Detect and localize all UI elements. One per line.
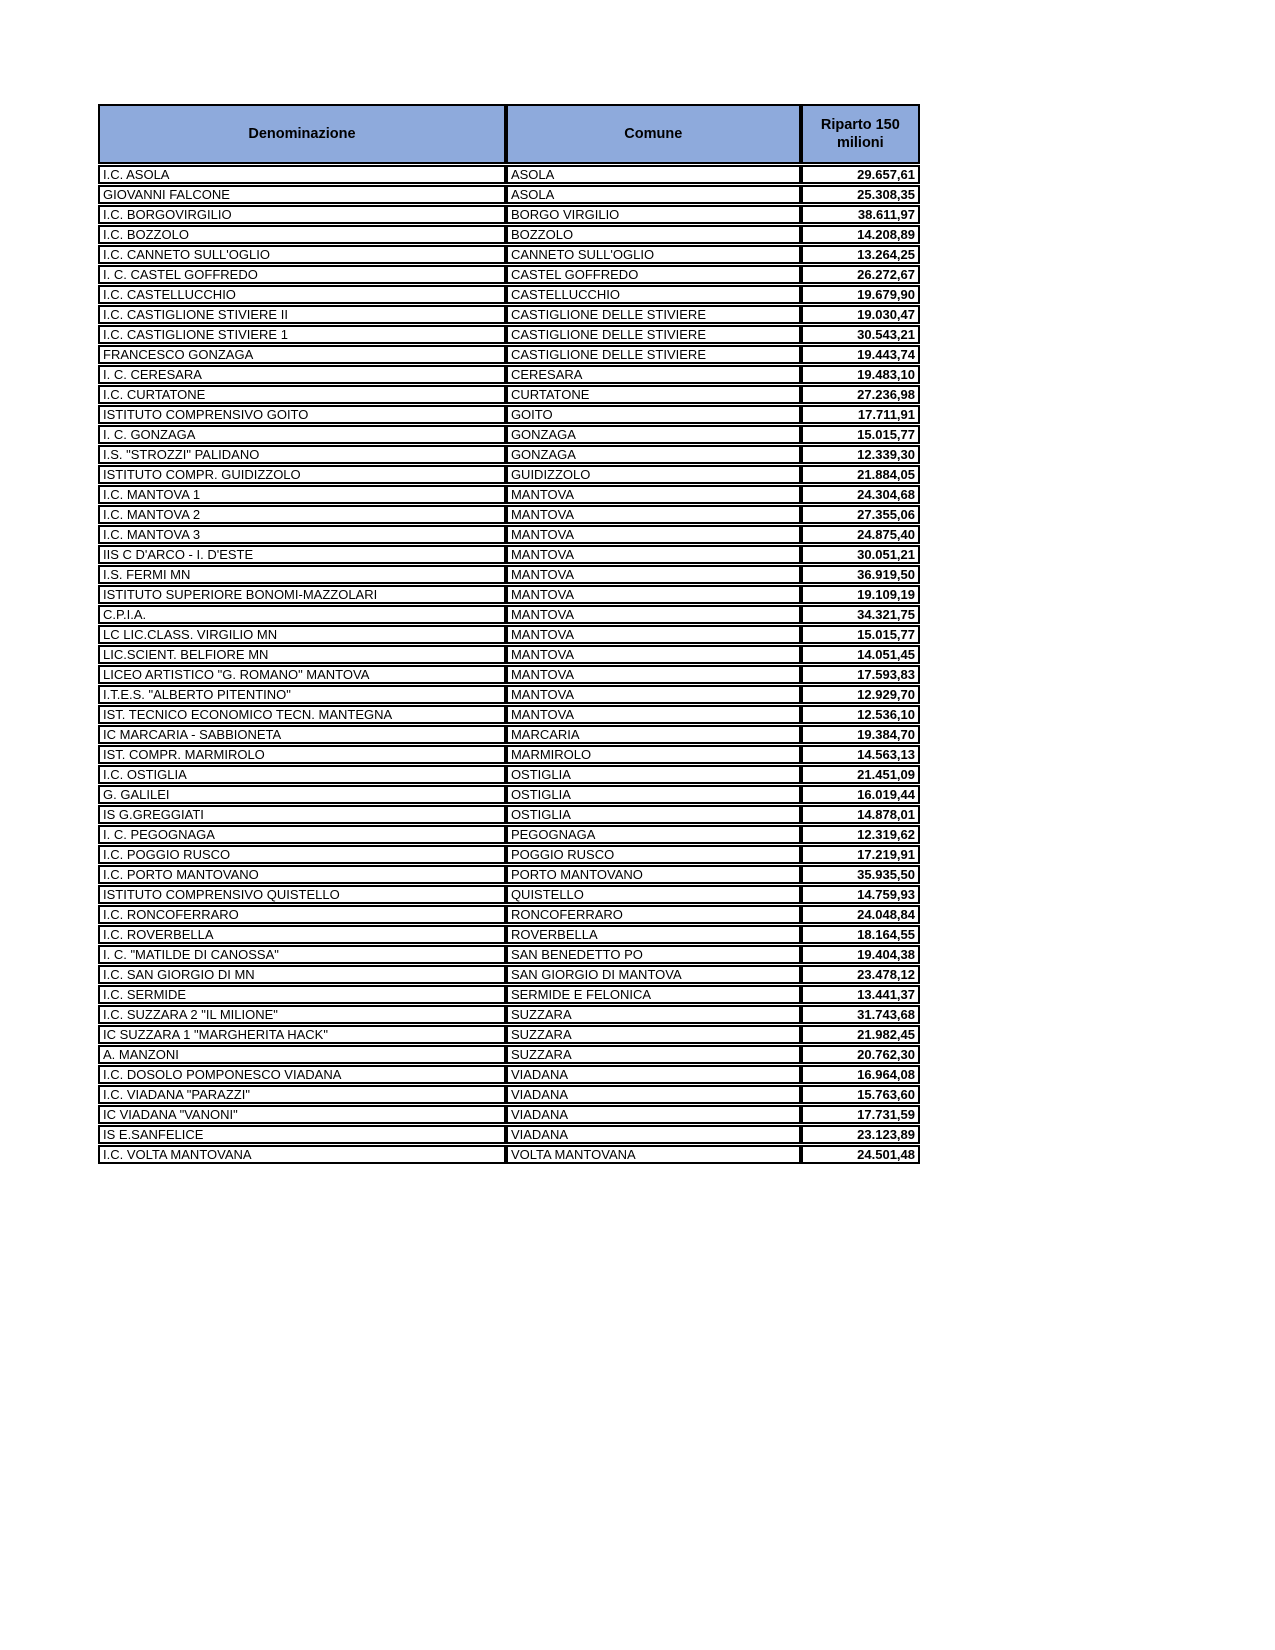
riparto-cell: 13.264,25 <box>801 245 920 264</box>
comune-cell: SERMIDE E FELONICA <box>506 985 801 1004</box>
denominazione-cell: LIC.SCIENT. BELFIORE MN <box>98 645 506 664</box>
table-row <box>98 445 920 464</box>
riparto-cell: 14.563,13 <box>801 745 920 764</box>
riparto-cell: 25.308,35 <box>801 185 920 204</box>
comune-cell: ASOLA <box>506 185 801 204</box>
comune-cell: SAN GIORGIO DI MANTOVA <box>506 965 801 984</box>
table-row <box>98 165 920 184</box>
riparto-cell: 19.679,90 <box>801 285 920 304</box>
riparto-cell: 18.164,55 <box>801 925 920 944</box>
riparto-cell: 14.878,01 <box>801 805 920 824</box>
table-row <box>98 1105 920 1124</box>
table-row <box>98 325 920 344</box>
table-row <box>98 385 920 404</box>
table-row <box>98 865 920 884</box>
riparto-cell: 13.441,37 <box>801 985 920 1004</box>
comune-cell: ASOLA <box>506 165 801 184</box>
comune-cell: CASTIGLIONE DELLE STIVIERE <box>506 325 801 344</box>
denominazione-cell: I.C. POGGIO RUSCO <box>98 845 506 864</box>
comune-cell: MANTOVA <box>506 645 801 664</box>
denominazione-cell: I.S. "STROZZI" PALIDANO <box>98 445 506 464</box>
denominazione-cell: IST. COMPR. MARMIROLO <box>98 745 506 764</box>
table-row <box>98 965 920 984</box>
riparto-cell: 14.208,89 <box>801 225 920 244</box>
table-row <box>98 705 920 724</box>
comune-cell: GUIDIZZOLO <box>506 465 801 484</box>
denominazione-cell: IIS C D'ARCO - I. D'ESTE <box>98 545 506 564</box>
comune-cell: OSTIGLIA <box>506 765 801 784</box>
header-denominazione: Denominazione <box>98 104 506 164</box>
table-row <box>98 185 920 204</box>
denominazione-cell: IC VIADANA "VANONI" <box>98 1105 506 1124</box>
riparto-cell: 14.759,93 <box>801 885 920 904</box>
denominazione-cell: I.C. SERMIDE <box>98 985 506 1004</box>
riparto-cell: 17.593,83 <box>801 665 920 684</box>
comune-cell: CANNETO SULL'OGLIO <box>506 245 801 264</box>
comune-cell: SAN BENEDETTO PO <box>506 945 801 964</box>
denominazione-cell: IC MARCARIA - SABBIONETA <box>98 725 506 744</box>
riparto-cell: 34.321,75 <box>801 605 920 624</box>
table-row <box>98 545 920 564</box>
comune-cell: POGGIO RUSCO <box>506 845 801 864</box>
denominazione-cell: I.C. MANTOVA 1 <box>98 485 506 504</box>
comune-cell: ROVERBELLA <box>506 925 801 944</box>
table-row <box>98 305 920 324</box>
table-row <box>98 665 920 684</box>
denominazione-cell: I.C. SUZZARA 2 "IL MILIONE" <box>98 1005 506 1024</box>
comune-cell: MARCARIA <box>506 725 801 744</box>
comune-cell: MANTOVA <box>506 585 801 604</box>
comune-cell: VIADANA <box>506 1085 801 1104</box>
riparto-cell: 19.384,70 <box>801 725 920 744</box>
denominazione-cell: ISTITUTO COMPRENSIVO QUISTELLO <box>98 885 506 904</box>
table-row <box>98 465 920 484</box>
comune-cell: SUZZARA <box>506 1005 801 1024</box>
comune-cell: MANTOVA <box>506 505 801 524</box>
riparto-cell: 27.236,98 <box>801 385 920 404</box>
table-row <box>98 405 920 424</box>
table-row <box>98 805 920 824</box>
riparto-cell: 21.451,09 <box>801 765 920 784</box>
denominazione-cell: I.C. DOSOLO POMPONESCO VIADANA <box>98 1065 506 1084</box>
denominazione-cell: I.C. BOZZOLO <box>98 225 506 244</box>
denominazione-cell: I.C. ROVERBELLA <box>98 925 506 944</box>
denominazione-cell: I.C. PORTO MANTOVANO <box>98 865 506 884</box>
comune-cell: CASTEL GOFFREDO <box>506 265 801 284</box>
comune-cell: BORGO VIRGILIO <box>506 205 801 224</box>
riparto-cell: 23.478,12 <box>801 965 920 984</box>
table-row <box>98 905 920 924</box>
comune-cell: PEGOGNAGA <box>506 825 801 844</box>
denominazione-cell: LICEO ARTISTICO "G. ROMANO" MANTOVA <box>98 665 506 684</box>
riparto-cell: 20.762,30 <box>801 1045 920 1064</box>
comune-cell: VIADANA <box>506 1065 801 1084</box>
denominazione-cell: I. C. GONZAGA <box>98 425 506 444</box>
denominazione-cell: I. C. "MATILDE DI CANOSSA" <box>98 945 506 964</box>
table-row <box>98 785 920 804</box>
denominazione-cell: I.C. RONCOFERRARO <box>98 905 506 924</box>
table-header <box>98 104 920 164</box>
riparto-cell: 24.875,40 <box>801 525 920 544</box>
riparto-cell: 21.982,45 <box>801 1025 920 1044</box>
denominazione-cell: I.C. OSTIGLIA <box>98 765 506 784</box>
riparto-cell: 17.731,59 <box>801 1105 920 1124</box>
comune-cell: MARMIROLO <box>506 745 801 764</box>
denominazione-cell: FRANCESCO GONZAGA <box>98 345 506 364</box>
riparto-cell: 29.657,61 <box>801 165 920 184</box>
comune-cell: CASTIGLIONE DELLE STIVIERE <box>506 305 801 324</box>
denominazione-cell: IST. TECNICO ECONOMICO TECN. MANTEGNA <box>98 705 506 724</box>
comune-cell: MANTOVA <box>506 665 801 684</box>
comune-cell: VOLTA MANTOVANA <box>506 1145 801 1164</box>
table-row <box>98 585 920 604</box>
riparto-cell: 15.015,77 <box>801 625 920 644</box>
riparto-cell: 19.030,47 <box>801 305 920 324</box>
riparto-cell: 12.339,30 <box>801 445 920 464</box>
riparto-cell: 24.048,84 <box>801 905 920 924</box>
comune-cell: RONCOFERRARO <box>506 905 801 924</box>
comune-cell: MANTOVA <box>506 565 801 584</box>
denominazione-cell: ISTITUTO COMPRENSIVO GOITO <box>98 405 506 424</box>
comune-cell: SUZZARA <box>506 1025 801 1044</box>
table-row <box>98 285 920 304</box>
table-row <box>98 885 920 904</box>
table-row <box>98 605 920 624</box>
riparto-cell: 27.355,06 <box>801 505 920 524</box>
table-row <box>98 225 920 244</box>
riparto-cell: 17.711,91 <box>801 405 920 424</box>
table-row <box>98 205 920 224</box>
comune-cell: QUISTELLO <box>506 885 801 904</box>
table-row <box>98 985 920 1004</box>
table-row <box>98 1065 920 1084</box>
denominazione-cell: GIOVANNI FALCONE <box>98 185 506 204</box>
riparto-cell: 14.051,45 <box>801 645 920 664</box>
riparto-cell: 16.964,08 <box>801 1065 920 1084</box>
comune-cell: OSTIGLIA <box>506 785 801 804</box>
table-row <box>98 825 920 844</box>
denominazione-cell: I.S. FERMI MN <box>98 565 506 584</box>
comune-cell: VIADANA <box>506 1125 801 1144</box>
denominazione-cell: C.P.I.A. <box>98 605 506 624</box>
table-row <box>98 525 920 544</box>
table-row <box>98 645 920 664</box>
denominazione-cell: ISTITUTO COMPR. GUIDIZZOLO <box>98 465 506 484</box>
denominazione-cell: I.C. MANTOVA 3 <box>98 525 506 544</box>
comune-cell: MANTOVA <box>506 705 801 724</box>
riparto-cell: 17.219,91 <box>801 845 920 864</box>
denominazione-cell: IS E.SANFELICE <box>98 1125 506 1144</box>
riparto-cell: 19.483,10 <box>801 365 920 384</box>
table-row <box>98 1145 920 1164</box>
riparto-cell: 16.019,44 <box>801 785 920 804</box>
riparto-cell: 12.319,62 <box>801 825 920 844</box>
riparto-cell: 30.543,21 <box>801 325 920 344</box>
comune-cell: MANTOVA <box>506 525 801 544</box>
comune-cell: MANTOVA <box>506 625 801 644</box>
riparto-cell: 24.304,68 <box>801 485 920 504</box>
comune-cell: GONZAGA <box>506 445 801 464</box>
riparto-cell: 19.443,74 <box>801 345 920 364</box>
denominazione-cell: I.C. MANTOVA 2 <box>98 505 506 524</box>
riparto-cell: 12.929,70 <box>801 685 920 704</box>
denominazione-cell: I.C. CANNETO SULL'OGLIO <box>98 245 506 264</box>
comune-cell: OSTIGLIA <box>506 805 801 824</box>
riparto-cell: 30.051,21 <box>801 545 920 564</box>
riparto-cell: 19.109,19 <box>801 585 920 604</box>
denominazione-cell: IC SUZZARA 1 "MARGHERITA HACK" <box>98 1025 506 1044</box>
table-row <box>98 425 920 444</box>
table-row <box>98 725 920 744</box>
riparto-cell: 24.501,48 <box>801 1145 920 1164</box>
table-row <box>98 245 920 264</box>
table-row <box>98 745 920 764</box>
comune-cell: CASTELLUCCHIO <box>506 285 801 304</box>
denominazione-cell: I. C. CERESARA <box>98 365 506 384</box>
table-row <box>98 505 920 524</box>
riparto-cell: 26.272,67 <box>801 265 920 284</box>
riparto-cell: 12.536,10 <box>801 705 920 724</box>
riparto-cell: 15.015,77 <box>801 425 920 444</box>
comune-cell: MANTOVA <box>506 485 801 504</box>
comune-cell: CASTIGLIONE DELLE STIVIERE <box>506 345 801 364</box>
denominazione-cell: I. C. PEGOGNAGA <box>98 825 506 844</box>
denominazione-cell: G. GALILEI <box>98 785 506 804</box>
comune-cell: CERESARA <box>506 365 801 384</box>
table-row <box>98 365 920 384</box>
riparto-cell: 36.919,50 <box>801 565 920 584</box>
denominazione-cell: LC LIC.CLASS. VIRGILIO MN <box>98 625 506 644</box>
riparto-cell: 23.123,89 <box>801 1125 920 1144</box>
table-row <box>98 1025 920 1044</box>
riparto-cell: 21.884,05 <box>801 465 920 484</box>
denominazione-cell: I.C. CASTIGLIONE STIVIERE II <box>98 305 506 324</box>
riparto-cell: 38.611,97 <box>801 205 920 224</box>
table-row <box>98 685 920 704</box>
comune-cell: MANTOVA <box>506 545 801 564</box>
comune-cell: SUZZARA <box>506 1045 801 1064</box>
table-row <box>98 1085 920 1104</box>
table-row <box>98 1125 920 1144</box>
table-row <box>98 565 920 584</box>
riparto-cell: 31.743,68 <box>801 1005 920 1024</box>
denominazione-cell: A. MANZONI <box>98 1045 506 1064</box>
riparto-cell: 19.404,38 <box>801 945 920 964</box>
table-body <box>98 165 920 1164</box>
denominazione-cell: I.C. SAN GIORGIO DI MN <box>98 965 506 984</box>
denominazione-cell: I.C. CURTATONE <box>98 385 506 404</box>
denominazione-cell: I.T.E.S. "ALBERTO PITENTINO" <box>98 685 506 704</box>
header-comune: Comune <box>506 104 801 164</box>
comune-cell: GOITO <box>506 405 801 424</box>
denominazione-cell: IS G.GREGGIATI <box>98 805 506 824</box>
table-row <box>98 845 920 864</box>
table-row <box>98 1045 920 1064</box>
comune-cell: MANTOVA <box>506 605 801 624</box>
denominazione-cell: ISTITUTO SUPERIORE BONOMI-MAZZOLARI <box>98 585 506 604</box>
header-riparto: Riparto 150 milioni <box>801 104 920 164</box>
comune-cell: VIADANA <box>506 1105 801 1124</box>
denominazione-cell: I. C. CASTEL GOFFREDO <box>98 265 506 284</box>
table-row <box>98 485 920 504</box>
comune-cell: GONZAGA <box>506 425 801 444</box>
table-row <box>98 925 920 944</box>
comune-cell: PORTO MANTOVANO <box>506 865 801 884</box>
denominazione-cell: I.C. CASTELLUCCHIO <box>98 285 506 304</box>
table-row <box>98 1005 920 1024</box>
riparto-table <box>98 103 920 1165</box>
table-row <box>98 945 920 964</box>
table-row <box>98 625 920 644</box>
denominazione-cell: I.C. VIADANA "PARAZZI" <box>98 1085 506 1104</box>
table-row <box>98 765 920 784</box>
denominazione-cell: I.C. BORGOVIRGILIO <box>98 205 506 224</box>
denominazione-cell: I.C. CASTIGLIONE STIVIERE 1 <box>98 325 506 344</box>
table-row <box>98 345 920 364</box>
denominazione-cell: I.C. VOLTA MANTOVANA <box>98 1145 506 1164</box>
header-row <box>98 104 920 164</box>
riparto-cell: 15.763,60 <box>801 1085 920 1104</box>
comune-cell: BOZZOLO <box>506 225 801 244</box>
denominazione-cell: I.C. ASOLA <box>98 165 506 184</box>
table-row <box>98 265 920 284</box>
comune-cell: MANTOVA <box>506 685 801 704</box>
comune-cell: CURTATONE <box>506 385 801 404</box>
riparto-cell: 35.935,50 <box>801 865 920 884</box>
